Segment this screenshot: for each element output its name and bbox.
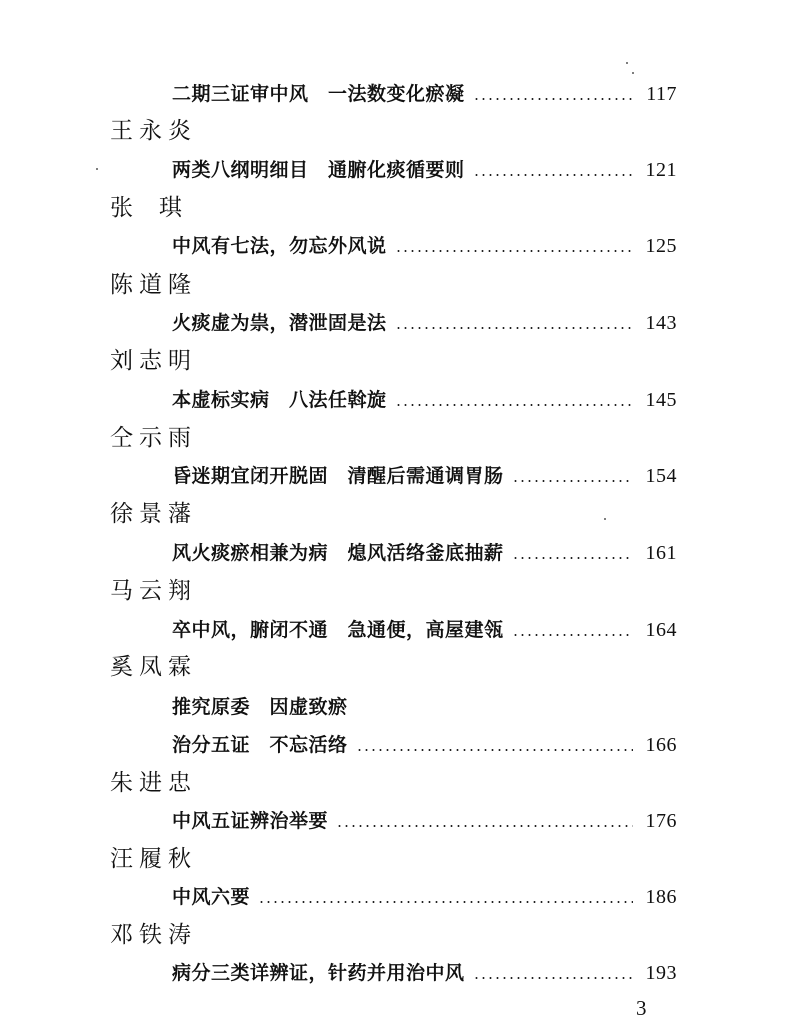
toc-entry-title: 本虚标实病 八法任斡旋 (172, 389, 387, 411)
toc-entry-title: 中风六要 (172, 886, 251, 908)
dot-leader (473, 977, 633, 979)
toc-author: 仝示雨 (110, 425, 197, 451)
toc-entry (172, 385, 677, 415)
toc-author: 刘志明 (110, 348, 197, 374)
toc-entry-title: 病分三类详辨证，针药并用治中风 (172, 962, 465, 984)
toc-entry-title: 风火痰瘀相兼为病 熄风活络釜底抽薪 (172, 542, 504, 564)
toc-entry-page: 166 (645, 734, 677, 756)
toc-entry (172, 806, 677, 836)
toc-entry (172, 461, 677, 491)
toc-author: 马云翔 (110, 578, 197, 604)
toc-entry-page: 145 (645, 389, 677, 411)
toc-author: 汪履秋 (110, 846, 197, 872)
toc-entry-page: 164 (645, 619, 677, 641)
dot-leader (395, 327, 633, 329)
toc-entry (172, 958, 677, 988)
toc-author: 邓铁涛 (110, 922, 197, 948)
dot-leader (336, 825, 633, 827)
dot-leader (258, 901, 633, 903)
toc-entry-title: 二期三证审中风 一法数变化瘀凝 (172, 83, 465, 105)
toc-author: 奚凤霖 (110, 654, 197, 680)
toc-entry (172, 882, 677, 912)
toc-entry-title: 中风有七法，勿忘外风说 (172, 235, 387, 257)
dot-leader (473, 98, 633, 100)
toc-author: 朱进忠 (110, 770, 197, 796)
toc-entry-page: 193 (645, 962, 677, 984)
toc-entry (172, 615, 677, 645)
toc-entry-page: 117 (646, 83, 677, 105)
dot-leader (512, 557, 633, 559)
dot-leader (395, 404, 633, 406)
toc-author: 张琪 (110, 195, 208, 221)
toc-entry (172, 155, 677, 185)
toc-entry-page: 154 (645, 465, 677, 487)
scan-speck (604, 518, 606, 520)
dot-leader (512, 480, 633, 482)
scan-speck (632, 72, 634, 74)
toc-entry-page: 176 (645, 810, 677, 832)
toc-entry (172, 308, 677, 338)
toc-entry-page: 143 (645, 312, 677, 334)
scan-speck (96, 168, 98, 170)
toc-entry-title: 两类八纲明细目 通腑化痰循要则 (172, 159, 465, 181)
page-number: 3 (636, 996, 647, 1020)
toc-entry-title: 昏迷期宜闭开脱固 清醒后需通调胃肠 (172, 465, 504, 487)
toc-author: 王永炎 (110, 118, 197, 144)
toc-entry (172, 231, 677, 261)
toc-entry (172, 538, 677, 568)
toc-entry (172, 730, 677, 760)
dot-leader (356, 749, 633, 751)
scan-speck (626, 62, 628, 64)
toc-entry (172, 79, 677, 109)
dot-leader (512, 634, 633, 636)
toc-author: 陈道隆 (110, 272, 197, 298)
toc-entry-title: 火痰虚为祟，潜泄固是法 (172, 312, 387, 334)
toc-entry-line: 推究原委 因虚致瘀 (172, 696, 348, 718)
toc-entry-page: 125 (645, 235, 677, 257)
dot-leader (473, 174, 633, 176)
dot-leader (395, 250, 633, 252)
toc-entry-page: 161 (645, 542, 677, 564)
toc-entry-page: 186 (645, 886, 677, 908)
toc-author: 徐景藩 (110, 501, 197, 527)
toc-entry-title: 治分五证 不忘活络 (172, 734, 348, 756)
toc-entry-title: 卒中风，腑闭不通 急通便，高屋建瓴 (172, 619, 504, 641)
toc-entry-page: 121 (645, 159, 677, 181)
toc-entry-title: 中风五证辨治举要 (172, 810, 329, 832)
